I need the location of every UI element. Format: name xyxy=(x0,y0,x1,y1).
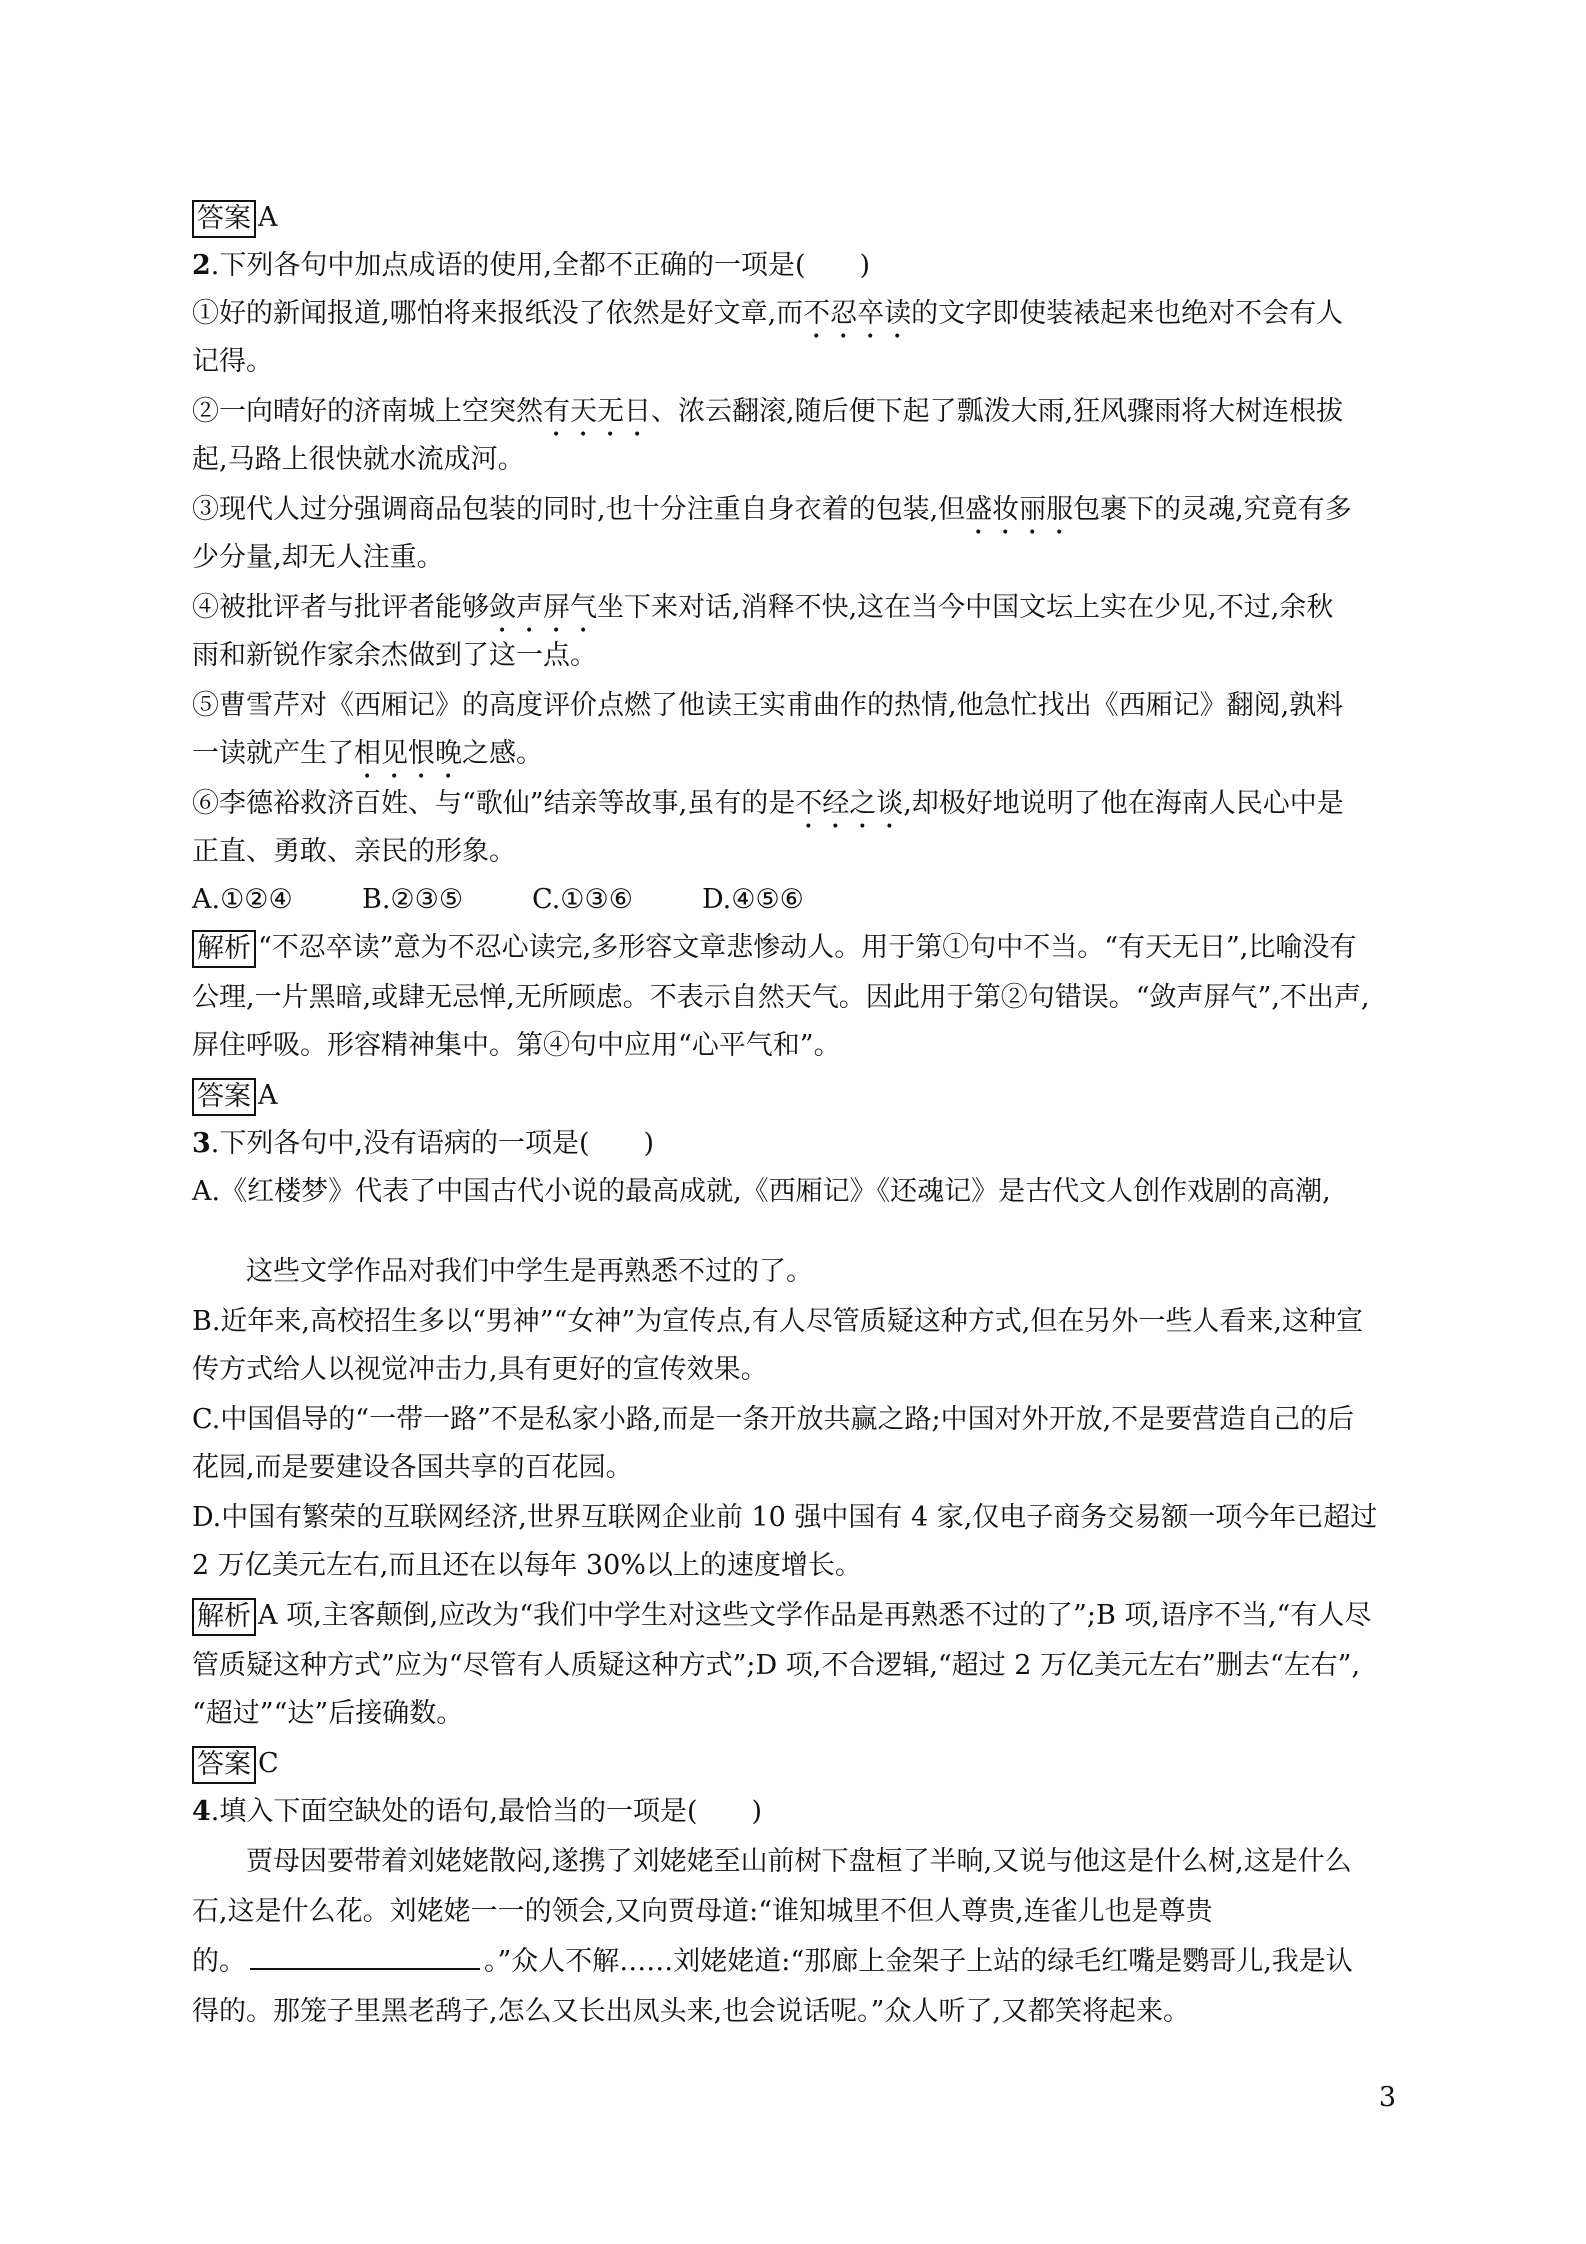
analysis-2-line-2 xyxy=(192,978,1370,1018)
dotted-idiom: 不经之谈 xyxy=(795,788,904,819)
text: 、浓云翻滚,随后便下起了瓢泼大雨,狂风骤雨将大树连根拔 xyxy=(651,396,1344,427)
answer-value: A xyxy=(258,202,278,233)
sentence-1 xyxy=(192,294,1343,345)
question-2-options xyxy=(192,880,872,920)
analysis-3-line-3 xyxy=(192,1694,463,1734)
option-b-line-1 xyxy=(192,1302,1363,1342)
text: 管质疑这种方式”应为“尽管有人质疑这种方式”;D 项,不合逻辑,“超过 2 万亿美元左右”删去“左右”, xyxy=(192,1650,1361,1681)
text: 。”众人不解……刘姥姥道:“那廊上金架子上站的绿毛红嘴是鹦哥儿,我是认 xyxy=(484,1946,1353,1977)
text: ①好的新闻报道,哪怕将来报纸没了依然是好文章,而 xyxy=(192,298,804,329)
sentence-6-cont xyxy=(192,832,516,872)
question-4-title xyxy=(192,1792,762,1832)
answer-2 xyxy=(192,1076,278,1116)
passage-line-4 xyxy=(192,1992,1190,2032)
text: 得的。那笼子里黑老鸹子,怎么又长出凤头来,也会说话呢。”众人听了,又都笑将起来。 xyxy=(192,1996,1191,2027)
sentence-5 xyxy=(192,686,1343,726)
text: 公理,一片黑暗,或肆无忌惮,无所顾虑。不表示自然天气。因此用于第②句错误。“敛声屏气”,不出声, xyxy=(192,982,1370,1013)
passage-line-1 xyxy=(192,1842,1352,1882)
sentence-2-cont xyxy=(192,440,525,480)
text: 正直、勇敢、亲民的形象。 xyxy=(192,836,516,867)
text: 雨和新锐作家余杰做到了这一点。 xyxy=(192,640,597,671)
passage-line-2 xyxy=(192,1892,1213,1932)
answer-label: 答案 xyxy=(192,200,256,238)
sentence-1-cont xyxy=(192,342,273,382)
dotted-idiom: 有天无日 xyxy=(543,396,651,427)
option-c[interactable]: C.①③⑥ xyxy=(532,884,633,915)
option-d[interactable]: D.④⑤⑥ xyxy=(702,884,804,915)
text: 坐下来对话,消释不快,这在当今中国文坛上实在少见,不过,余秋 xyxy=(597,592,1334,623)
text: C.中国倡导的“一带一路”不是私家小路,而是一条开放共赢之路;中国对外开放,不是要营造自己的后 xyxy=(192,1404,1355,1435)
option-d-line-1 xyxy=(192,1498,1377,1538)
text: ②一向晴好的济南城上空突然 xyxy=(192,396,543,427)
text: ⑥李德裕救济百姓、与“歌仙”结亲等故事,虽有的是 xyxy=(192,788,796,819)
text: 之感。 xyxy=(462,738,543,769)
question-3-title xyxy=(192,1124,654,1164)
answer-value: C xyxy=(258,1748,279,1779)
question-2-title xyxy=(192,246,870,286)
text: 少分量,却无人注重。 xyxy=(192,542,444,573)
text: 传方式给人以视觉冲击力,具有更好的宣传效果。 xyxy=(192,1354,768,1385)
text: 的文字即使装裱起来也绝对不会有人 xyxy=(911,298,1344,329)
question-text: .填入下面空缺处的语句,最恰当的一项是( ) xyxy=(210,1796,763,1827)
text: 屏住呼吸。形容精神集中。第④句中应用“心平气和”。 xyxy=(192,1030,841,1061)
text: D.中国有繁荣的互联网经济,世界互联网企业前 10 强中国有 4 家,仅电子商务交易额一项今年已超过 xyxy=(192,1502,1378,1533)
text: 的。 xyxy=(192,1946,246,1977)
text: “超过”“达”后接确数。 xyxy=(192,1698,464,1729)
dotted-idiom: 相见恨晚 xyxy=(354,738,462,769)
question-text: .下列各句中加点成语的使用,全都不正确的一项是( ) xyxy=(210,250,871,281)
option-b-line-2 xyxy=(192,1350,768,1390)
option-c-line-2 xyxy=(192,1448,633,1488)
sentence-4 xyxy=(192,588,1333,639)
text: 花园,而是要建设各国共享的百花园。 xyxy=(192,1452,633,1483)
text: 记得。 xyxy=(192,346,273,377)
analysis-label: 解析 xyxy=(192,1598,256,1636)
text: A.《红楼梦》代表了中国古代小说的最高成就,《西厢记》《还魂记》是古代文人创作戏剧的高潮, xyxy=(192,1176,1331,1207)
text: 贾母因要带着刘姥姥散闷,遂携了刘姥姥至山前树下盘桓了半晌,又说与他这是什么树,这是什么 xyxy=(246,1846,1352,1877)
answer-label: 答案 xyxy=(192,1746,256,1784)
text: 一读就产生了 xyxy=(192,738,354,769)
analysis-3-line-1 xyxy=(192,1596,1371,1636)
sentence-5-cont xyxy=(192,734,543,785)
question-number: 4 xyxy=(192,1796,211,1827)
text: A 项,主客颠倒,应改为“我们中学生对这些文学作品是再熟悉不过的了”;B 项,语序不当,“有人尽 xyxy=(258,1600,1372,1631)
analysis-2-line-3 xyxy=(192,1026,841,1066)
text: ④被批评者与批评者能够 xyxy=(192,592,489,623)
answer-3 xyxy=(192,1744,279,1784)
option-a-line-1 xyxy=(192,1172,1331,1212)
text: 包裹下的灵魂,究竟有多 xyxy=(1073,494,1352,525)
sentence-6 xyxy=(192,784,1344,835)
text: ⑤曹雪芹对《西厢记》的高度评价点燃了他读王实甫曲作的热情,他急忙找出《西厢记》翻阅,孰料 xyxy=(192,690,1344,721)
answer-value: A xyxy=(258,1080,278,1111)
sentence-2 xyxy=(192,392,1343,443)
page-number: 3 xyxy=(1378,2082,1396,2113)
text: B.近年来,高校招生多以“男神”“女神”为宣传点,有人尽管质疑这种方式,但在另外一些人看来,这种宣 xyxy=(192,1306,1363,1337)
text: 2 万亿美元左右,而且还在以每年 30%以上的速度增长。 xyxy=(192,1550,862,1581)
option-d-line-2 xyxy=(192,1546,862,1586)
analysis-2-line-1 xyxy=(192,928,1356,968)
option-a[interactable]: A.①②④ xyxy=(192,884,293,915)
dotted-idiom: 盛妆丽服 xyxy=(965,494,1074,525)
question-text: .下列各句中,没有语病的一项是( ) xyxy=(210,1128,655,1159)
analysis-label: 解析 xyxy=(192,930,256,968)
text: ③现代人过分强调商品包装的同时,也十分注重自身衣着的包装,但 xyxy=(192,494,966,525)
text: 起,马路上很快就水流成河。 xyxy=(192,444,525,475)
option-c-line-1 xyxy=(192,1400,1354,1440)
question-number: 2 xyxy=(192,250,211,281)
text: 石,这是什么花。刘姥姥一一的领会,又向贾母道:“谁知城里不但人尊贵,连雀儿也是尊贵 xyxy=(192,1896,1213,1927)
answer-label: 答案 xyxy=(192,1078,256,1116)
passage-line-3 xyxy=(192,1942,1353,1982)
text: ,却极好地说明了他在海南人民心中是 xyxy=(903,788,1344,819)
text: 这些文学作品对我们中学生是再熟悉不过的了。 xyxy=(246,1256,813,1287)
option-a-line-2 xyxy=(192,1252,813,1292)
answer-line xyxy=(192,198,278,238)
dotted-idiom: 敛声屏气 xyxy=(489,592,597,623)
sentence-3-cont xyxy=(192,538,444,578)
sentence-3 xyxy=(192,490,1352,541)
sentence-4-cont xyxy=(192,636,597,676)
fill-in-blank[interactable] xyxy=(250,1942,480,1970)
dotted-idiom: 不忍卒读 xyxy=(803,298,912,329)
analysis-3-line-2 xyxy=(192,1646,1360,1686)
text: “不忍卒读”意为不忍心读完,多形容文章悲惨动人。用于第①句中不当。“有天无日”,比喻没有 xyxy=(258,932,1357,963)
question-number: 3 xyxy=(192,1128,211,1159)
option-b[interactable]: B.②③⑤ xyxy=(362,884,464,915)
